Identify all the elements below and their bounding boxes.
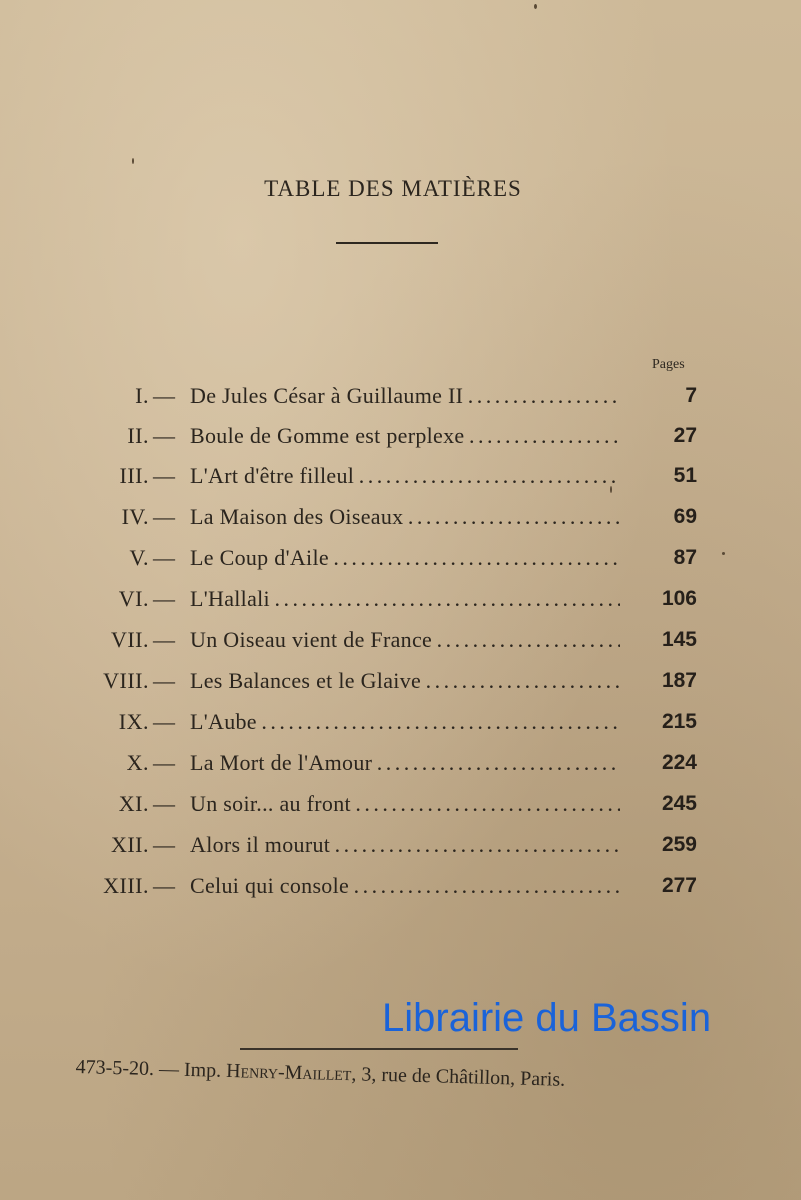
pages-column-label: Pages xyxy=(652,357,685,372)
bookseller-watermark: Librairie du Bassin xyxy=(382,996,712,1040)
imprint-imp: Imp. xyxy=(183,1058,222,1082)
paper-speck xyxy=(722,552,725,555)
chapter-title: L'Aube . . . xyxy=(190,702,620,742)
toc-entry xyxy=(0,825,801,865)
chapter-title: La Maison des Oiseaux . . . xyxy=(190,497,620,537)
toc-entry xyxy=(0,538,801,578)
title-divider xyxy=(336,242,438,244)
chapter-title: Un Oiseau vient de France . . . xyxy=(190,620,620,660)
chapter-page: 106 xyxy=(661,587,697,610)
table-of-contents xyxy=(0,376,801,906)
chapter-title: La Mort de l'Amour . . . xyxy=(190,743,620,783)
chapter-dash: — xyxy=(153,423,175,448)
toc-entry xyxy=(0,702,801,742)
chapter-page: 277 xyxy=(661,874,697,897)
chapter-dash: — xyxy=(153,873,175,898)
chapter-dash: — xyxy=(153,832,175,857)
chapter-number: X. xyxy=(126,750,149,775)
imprint-code: 473-5-20. xyxy=(75,1056,155,1081)
chapter-dash: — xyxy=(153,504,175,529)
imprint-printer: Henry-Maillet, xyxy=(225,1059,357,1086)
chapter-title: L'Hallali . . . xyxy=(190,579,620,619)
chapter-title: Un soir... au front . . . xyxy=(190,784,620,824)
chapter-dash: — xyxy=(153,791,175,816)
chapter-page: 215 xyxy=(661,710,697,733)
chapter-title: De Jules César à Guillaume II . . . xyxy=(190,376,620,416)
chapter-dash: — xyxy=(153,627,175,652)
toc-entry xyxy=(0,456,801,496)
chapter-dash: — xyxy=(153,668,175,693)
chapter-dash: — xyxy=(153,750,175,775)
imprint-address: 3, rue de Châtillon, Paris. xyxy=(361,1063,566,1091)
paper-speck xyxy=(610,486,612,493)
chapter-number: XII. xyxy=(110,832,149,857)
chapter-title: Celui qui console . . . xyxy=(190,866,620,906)
footer-divider xyxy=(240,1048,518,1050)
toc-entry xyxy=(0,497,801,537)
chapter-number: IV. xyxy=(121,504,149,529)
toc-entry xyxy=(0,579,801,619)
chapter-page: 224 xyxy=(661,751,697,774)
chapter-title: Boule de Gomme est perplexe . . . xyxy=(190,416,620,456)
chapter-dash: — xyxy=(153,709,175,734)
toc-entry xyxy=(0,866,801,906)
chapter-page: 187 xyxy=(661,669,697,692)
chapter-page: 69 xyxy=(673,505,697,528)
chapter-dash: — xyxy=(153,383,175,408)
chapter-number: II. xyxy=(127,423,149,448)
toc-entry xyxy=(0,784,801,824)
chapter-number: VII. xyxy=(110,627,149,652)
chapter-title: Alors il mourut . . . xyxy=(190,825,620,865)
chapter-number: XIII. xyxy=(103,873,149,898)
paper-speck xyxy=(534,4,537,9)
chapter-title: L'Art d'être filleul . . . xyxy=(190,456,620,496)
imprint-dash: — xyxy=(158,1058,180,1081)
chapter-number: VIII. xyxy=(103,668,149,693)
toc-entry xyxy=(0,743,801,783)
printer-imprint xyxy=(75,1056,565,1092)
toc-entry xyxy=(0,376,801,416)
chapter-dash: — xyxy=(153,586,175,611)
chapter-dash: — xyxy=(153,463,175,488)
page-title: TABLE DES MATIÈRES xyxy=(264,176,522,201)
toc-entry xyxy=(0,416,801,456)
toc-entry xyxy=(0,620,801,660)
chapter-page: 145 xyxy=(661,628,697,651)
chapter-number: III. xyxy=(119,463,149,488)
chapter-page: 245 xyxy=(661,792,697,815)
chapter-number: IX. xyxy=(118,709,149,734)
chapter-page: 51 xyxy=(673,464,697,487)
chapter-title: Le Coup d'Aile . . . xyxy=(190,538,620,578)
chapter-title: Les Balances et le Glaive . . . xyxy=(190,661,620,701)
chapter-number: I. xyxy=(135,383,149,408)
chapter-number: XI. xyxy=(118,791,149,816)
chapter-page: 7 xyxy=(685,384,697,407)
paper-speck xyxy=(132,158,134,164)
chapter-number: V. xyxy=(129,545,149,570)
chapter-number: VI. xyxy=(118,586,149,611)
toc-entry xyxy=(0,661,801,701)
chapter-dash: — xyxy=(153,545,175,570)
chapter-page: 259 xyxy=(661,833,697,856)
chapter-page: 87 xyxy=(673,546,697,569)
chapter-page: 27 xyxy=(673,424,697,447)
